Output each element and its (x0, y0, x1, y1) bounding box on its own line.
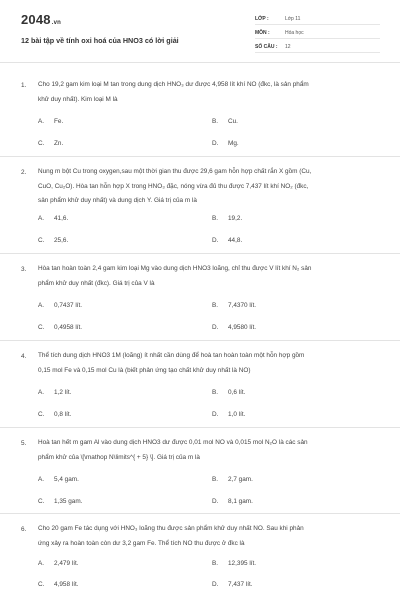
meta-value: Hóa học (285, 30, 304, 36)
question-divider (0, 253, 400, 254)
answer-option-a[interactable]: A. 5,4 gam. (38, 476, 79, 483)
question-number: 6. (21, 526, 27, 533)
meta-value: Lớp 11 (285, 16, 301, 22)
answer-option-b[interactable]: B. 0,6 lít. (212, 389, 246, 396)
answer-option-c[interactable]: C. 0,8 lít. (38, 411, 72, 418)
question-text: Cho 20 gam Fe tác dụng với HNO₃ loãng thu được sản phẩm khử duy nhất NO. Sau khi phản ứng xảy ra hoàn toàn còn dư 3,2 gam Fe. Thể tích NO thu được ở đkc là (38, 525, 304, 547)
header-divider (0, 62, 400, 63)
question-divider (0, 156, 400, 157)
meta-label: SỐ CÂU : (255, 44, 278, 50)
answer-option-c[interactable]: C. 1,35 gam. (38, 498, 83, 505)
question-text: Nung m bột Cu trong oxygen,sau một thời gian thu được 29,6 gam hỗn hợp chất rắn X gồm (Cu, CuO, Cu₂O). Hòa tan hỗn hợp X trong HNO₃ đặc, nóng vừa đủ thu được 7,437 lít khí NO₂ (đkc, sản phẩm khử duy nhất) và dung dịch Y. Giá trị của m là (38, 168, 312, 204)
answer-option-d[interactable]: D. 1,0 lít. (212, 411, 246, 418)
answer-option-c[interactable]: C. Zn. (38, 140, 64, 147)
answer-option-b[interactable]: B. 19,2. (212, 215, 243, 222)
answer-option-b[interactable]: B. 12,395 lít. (212, 560, 257, 567)
site-logo[interactable]: 2048.vn (21, 12, 62, 27)
question-divider (0, 513, 400, 514)
answer-option-d[interactable]: D. 8,1 gam. (212, 498, 253, 505)
answer-option-c[interactable]: C. 4,958 lít. (38, 581, 79, 588)
answer-option-d[interactable]: D. 4,9580 lít. (212, 324, 257, 331)
question-text: Thể tích dung dịch HNO3 1M (loãng) ít nhất cần dùng để hoà tan hoàn toàn một hỗn hợp gồm 0,15 mol Fe và 0,15 mol Cu là (biết phản ứng tạo chất khử duy nhất là NO) (38, 352, 305, 374)
answer-option-d[interactable]: D. 44,8. (212, 237, 243, 244)
question-number: 3. (21, 266, 27, 273)
question-text: Cho 19,2 gam kim loại M tan trong dung dịch HNO₃ dư được 4,958 lít khí NO (đkc, là sản phẩm khử duy nhất). Kim loại M là (38, 81, 309, 103)
meta-label: LỚP : (255, 16, 269, 22)
question-text: Hoà tan hết m gam Al vào dung dịch HNO3 dư được 0,01 mol NO và 0,015 mol N₂O là các sản phẩm khử của \[\mathop N\limits^{ + 5} \]. Giá trị của m là (38, 439, 308, 461)
question-number: 1. (21, 82, 27, 89)
meta-value: 12 (285, 44, 291, 50)
answer-option-d[interactable]: D. Mg. (212, 140, 239, 147)
answer-option-b[interactable]: B. 7,4370 lít. (212, 302, 257, 309)
answer-option-a[interactable]: A. 1,2 lít. (38, 389, 72, 396)
meta-row-count (255, 43, 380, 53)
question-divider (0, 427, 400, 428)
answer-option-b[interactable]: B. 2,7 gam. (212, 476, 253, 483)
answer-option-b[interactable]: B. Cu. (212, 118, 238, 125)
meta-row-subject (255, 29, 380, 39)
answer-option-a[interactable]: A. 41,6. (38, 215, 69, 222)
answer-option-a[interactable]: A. Fe. (38, 118, 64, 125)
question-text: Hòa tan hoàn toàn 2,4 gam kim loại Mg vào dung dịch HNO3 loãng, chỉ thu được V lít khí N₂ sản phẩm khử duy nhất (đkc). Giá trị của V là (38, 265, 312, 287)
answer-option-c[interactable]: C. 0,4958 lít. (38, 324, 83, 331)
answer-option-a[interactable]: A. 2,479 lít. (38, 560, 79, 567)
answer-option-a[interactable]: A. 0,7437 lít. (38, 302, 83, 309)
question-number: 5. (21, 440, 27, 447)
meta-label: MÔN : (255, 30, 270, 36)
question-divider (0, 340, 400, 341)
meta-row-grade (255, 15, 380, 25)
question-number: 2. (21, 169, 27, 176)
answer-option-d[interactable]: D. 7,437 lít. (212, 581, 253, 588)
page-header (0, 0, 400, 62)
document-title: 12 bài tập về tính oxi hoá của HNO3 có lời giải (21, 36, 179, 45)
question-number: 4. (21, 353, 27, 360)
answer-option-c[interactable]: C. 25,6. (38, 237, 69, 244)
